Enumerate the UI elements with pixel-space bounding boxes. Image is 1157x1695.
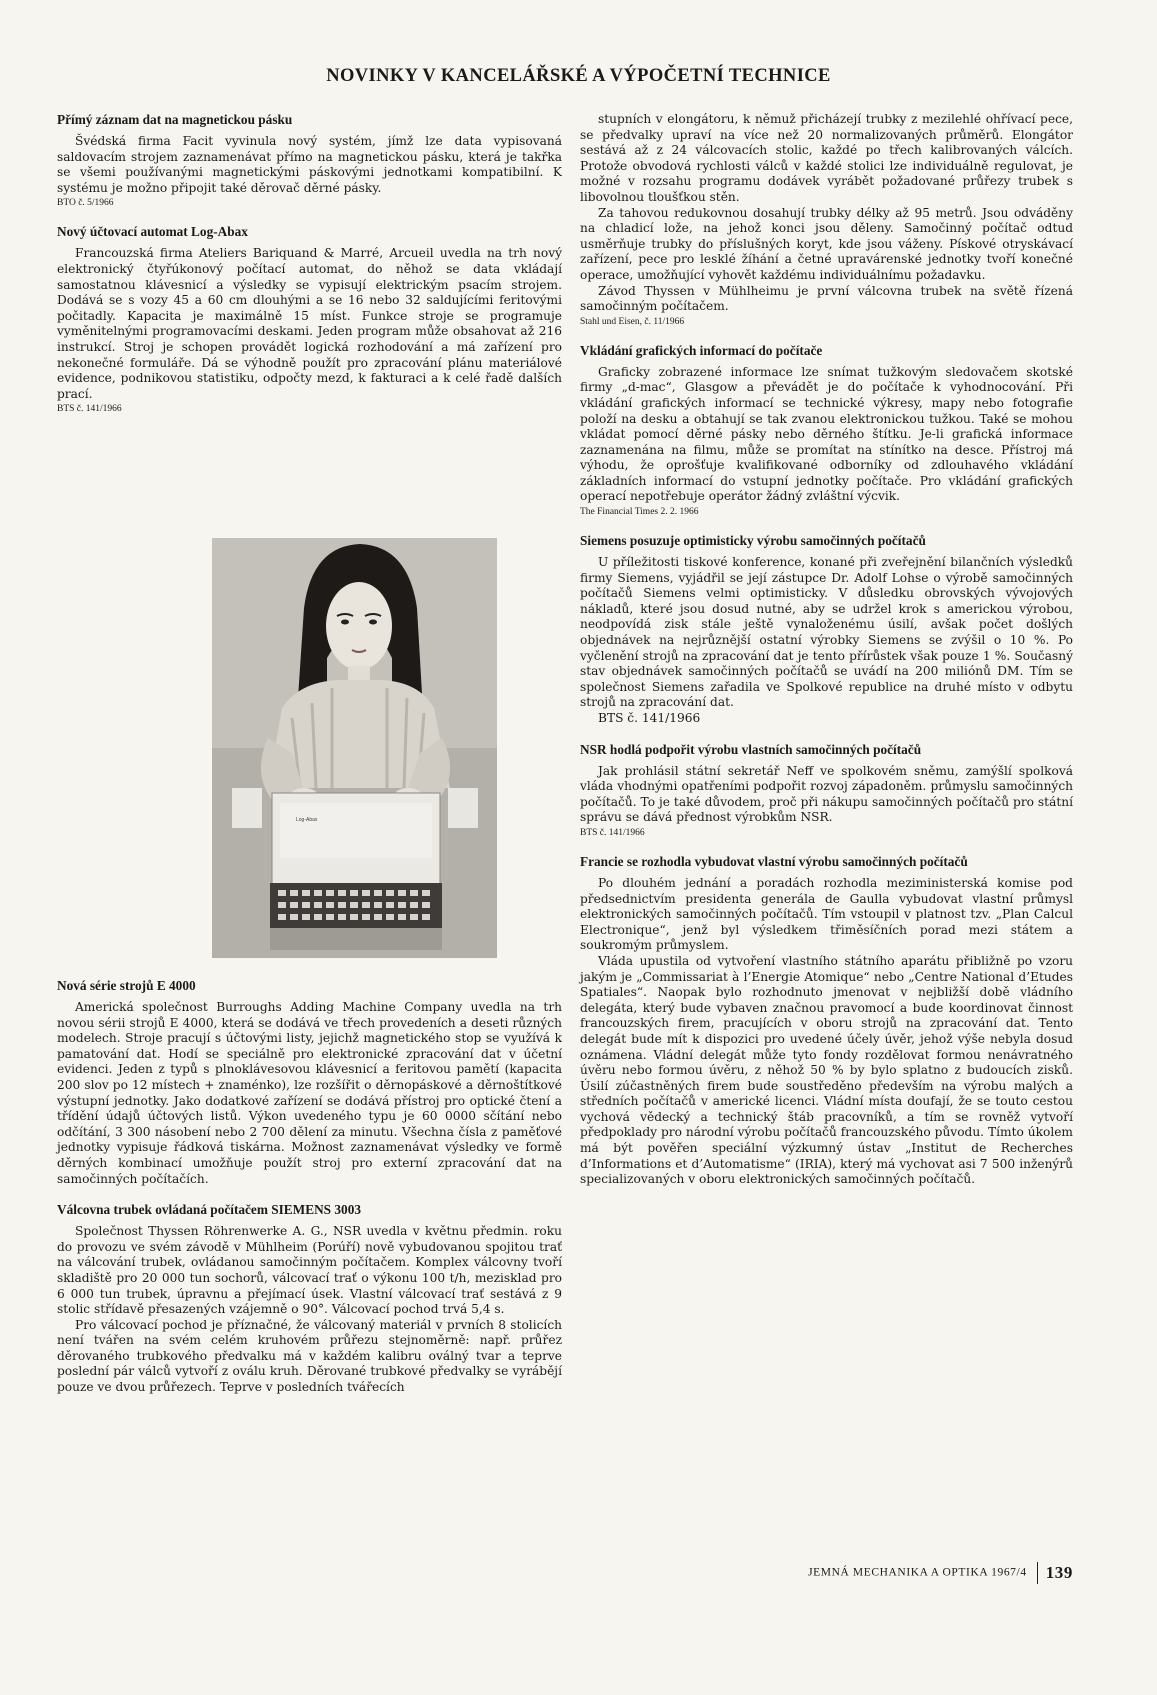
article-title: NSR hodlá podpořit výrobu vlastních samočinných počítačů — [580, 741, 922, 757]
article-title: Nový účtovací automat Log-Abax — [57, 224, 248, 240]
article — [57, 978, 562, 1187]
article-paragraph: Americká společnost Burroughs Adding Machine Company uvedla na trh novou sérii strojů E 4000, která se dodává ve třech provedeních a deseti různých modelech. Stroje pracují s účtovými listy, jejichž magnetického stop se využívá k pamatování dat. Hodí se speciálně pro elektronické zpracování dat v účetní evidenci. Jeden z typů s plnoklávesovou klávesnicí a feritovou pamětí (kapacita 200 slov po 12 místech + znaménko), lze rozšířit o děrnopáskové a děrnoštítkové výstupní jednotky. Jako dodatkové zařízení se dodává přístroj pro optické čtení a třídění údajů účtových listů. Výkon uvedeného typu je 60 0000 sčítání nebo odčítání, 3 300 násobení nebo 2 700 dělení za minutu. Všechna čísla z paměťové jednotky vypisuje řádková tiskárna. Možnost zaznamenávat výsledky ve formě děrných kombinací umožňuje použít stroj pro externí zpracování dat na samočinných počítačích. — [57, 1000, 562, 1186]
article-paragraph: U příležitosti tiskové konference, konané při zveřejnění bilančních výsledků firmy Siemens, vyjádřil se její zástupce Dr. Adolf Lohse o výrobě samočinných počítačů Siemens velmi optimisticky. V důsledku obrovských vývojových nákladů, které jsou dosud nutné, aby se udržel krok s americkou výrobou, neodpovídá zisk stále ještě vynaloženému úsilí, avšak počet došlých objednávek na nejrůznější ostatní výrobky Siemens se zvýšil o 10 %. Po vyčlenění strojů na zpracování dat je tento přírůstek však pouze 1 %. Současný stav objednávek samočinných počítačů se uvádí na 200 miliónů DM. Tím se společnost Siemens zařadila ve Spolkové republice na druhé místo v odbytu strojů na zpracování dat. — [580, 555, 1073, 710]
article-paragraph: Švédská firma Facit vyvinula nový systém, jímž lze data vypisovaná saldovacím strojem zaznamenávat přímo na magnetickou pásku, která je takřka se všemi používanými magnetickými páskovými jednotkami kompatibilní. K systému je možno připojit také děrovač děrné pásky. — [57, 134, 562, 195]
machine-label: Log-Abax — [296, 817, 318, 823]
product-photo — [212, 538, 497, 958]
article-paragraph: stupních v elongátoru, k němuž přicházejí trubky z mezilehlé ohřívací pece, se předvalky upraví na více než 20 normalizovaných průměrů. Elongátor sestává až z 24 válcovacích stolic, každé po třech kalibrovaných válcích. Protože obvodová rychlosti válců v každé stolici lze individuálně regulovat, je možné v rozsahu programu dodávek vyrábět požadované průřezy trubek s libovolnou tloušťkou stěn. — [580, 112, 1073, 204]
woman-with-calculator-image — [212, 538, 497, 958]
article-paragraph: BTS č. 141/1966 — [598, 711, 701, 725]
page-footer — [808, 1562, 1073, 1584]
article-paragraph: Francouzská firma Ateliers Bariquand & Marré, Arcueil uvedla na trh nový elektronický čtyřúkonový počítací automat, do něhož se data vkládají samostatnou klávesnicí a výsledky se vypisují elektrickým psacím strojem. Dodává se s vozy 45 a 60 cm dlouhými a se 16 nebo 32 saldujícími feritovými počitadly. Kapacita je maximálně 15 míst. Funkce stroje se programuje vyměnitelnými programovacími deskami. Jeden program může obsahovat až 216 instrukcí. Stroj je schopen provádět logická rozhodování a má zařízení pro nekonečné formuláře. Dá se výhodně použít pro zpracování plánu materiálové evidence, podnikovou statistiku, odpočty mezd, k fakturaci a k celé řadě dalších prací. — [57, 246, 562, 401]
article-title: Přímý záznam dat na magnetickou pásku — [57, 112, 293, 127]
page-number: 139 — [1045, 1563, 1073, 1582]
article — [57, 112, 562, 209]
article-source: BTS č. 141/1966 — [57, 404, 122, 415]
article — [580, 854, 1073, 1188]
article-paragraph: Jak prohlásil státní sekretář Neff ve spolkovém sněmu, zamýšlí spolková vláda vhodnými opatřeními podpořit rozvoj západoněm. průmyslu samočinných počítačů. To je také důvodem, proč při nákupu samočinných počítačů pro státní správu se dává přednost výrobkům NSR. — [580, 763, 1073, 825]
article-paragraph: Graficky zobrazené informace lze snímat tužkovým sledovačem skotské firmy „d-mac“, Glasgow a převádět je do počítače k vyhodnocování. Při vkládání grafických informací se technické výkresy, mapy nebo fotografie položí na desku a obtahují se tak zvanou elektronickou tužkou. Také se mohou vkládat pomocí děrné pásky nebo děrného štítku. Je-li grafická informace zaznamenána na filmu, může se promítat na stínítko na desce. Přístroj má výhodu, že oprošťuje kvalifikované odborníky od zdlouhavého vkládání základních informací do vstupní jednotky počítače. Pro vkládání grafických operací nepotřebuje operátor žádný zvláštní výcvik. — [580, 364, 1073, 504]
journal-name: JEMNÁ MECHANIKA A OPTIKA 1967/4 — [808, 1566, 1027, 1579]
article-source: The Financial Times 2. 2. 1966 — [580, 507, 699, 518]
article-source: BTO č. 5/1966 — [57, 198, 114, 209]
article-paragraph: Po dlouhém jednání a poradách rozhodla meziministerská komise pod předsednictvím presidenta generála de Gaulla vybudovat vlastní průmysl elektronických samočinných počítačů. Tím vstoupil v platnost tzv. „Plan Calcul Electronique“, jenž byl výsledkem třiměsíčních porad mezi státem a soukromým průmyslem. — [580, 875, 1073, 953]
article-title: Francie se rozhodla vybudovat vlastní výrobu samočinných počítačů — [580, 853, 968, 869]
article-title: Vkládání grafických informací do počítače — [580, 342, 823, 358]
article-paragraph: Společnost Thyssen Röhrenwerke A. G., NSR uvedla v květnu předmin. roku do provozu ve svém závodě v Mühlheim (Porúří) nově vybudovanou spojitou trať na válcování trubek, ovládanou samočinným počítačem. Komplex válcovny tvoří skladiště pro 20 000 tun sochorů, válcovací trať o výkonu 100 t/h, mezisklad pro 6 000 tun trubek, úpravnu a přejímací úsek. Vlastní válcovací trať sestává z 9 stolic střídavě přesazených vzájemně o 90°. Válcovací pochod trvá 5,4 s. — [57, 1224, 562, 1317]
article-title: Válcovna trubek ovládaná počítačem SIEMENS 3003 — [57, 1202, 361, 1218]
article — [580, 742, 1073, 839]
right-column — [580, 112, 1073, 1203]
article — [57, 224, 562, 415]
page-title: NOVINKY V KANCELÁŘSKÉ A VÝPOČETNÍ TECHNICE — [326, 66, 831, 86]
left-column-bottom — [57, 978, 562, 1411]
article-paragraph: Závod Thyssen v Mühlheimu je první válcovna trubek na světě řízená samočinným počítačem. — [580, 283, 1073, 314]
article-source: BTS č. 141/1966 — [580, 827, 645, 838]
article-source: Stahl und Eisen, č. 11/1966 — [580, 316, 685, 327]
article-paragraph: Pro válcovací pochod je příznačné, že válcovaný materiál v prvních 8 stolicích není tvářen na svém celém kruhovém průřezu stejnoměrně: např. průřez děrovaného trubkového předvalku má v každém kalibru oválný tvar a teprve poslední pár válců vytvoří z oválu kruh. Děrované trubkové předvalky se vyrábějí pouze ve dvou průřezech. Teprve v posledních tvářecích — [57, 1317, 562, 1395]
article-paragraph: Za tahovou redukovnou dosahují trubky délky až 95 metrů. Jsou odváděny na chladicí lože, na jehož konci jsou děleny. Samočinný počítač odtud usměrňuje trubky do příslušných koryt, kde jsou váženy. Pískové otryskávací zařízení, pece pro lesklé žíhání a četné upravárenské jednotky tvoří konečné operace, umožňující vyhovět každému individuálnímu požadavku. — [580, 205, 1073, 282]
article-title: Nová série strojů E 4000 — [57, 978, 196, 993]
article — [580, 533, 1073, 727]
article — [57, 1202, 562, 1396]
article — [580, 112, 1073, 328]
left-column-top — [57, 112, 562, 430]
footer-divider — [1037, 1562, 1038, 1584]
article — [580, 343, 1073, 518]
article-title: Siemens posuzuje optimisticky výrobu samočinných počítačů — [580, 533, 926, 549]
article-paragraph: Vláda upustila od vytvoření vlastního státního aparátu přibližně po vzoru jakým je „Commissariat à l’Energie Atomique“ nebo „Centre National d’Etudes Spatiales“. Naopak bylo rozhodnuto jmenovat v nejbližší době vládního delegáta, který bude vybaven značnou pravomocí a bude koordinovat činnost francouzských firem, pracujících v oboru strojů na zpracování dat. Tento delegát bude mít k dispozici pro uvedené účely úvěr, jehož výše nebyla dosud oznámena. Vládní delegát může tyto fondy rozdělovat formou nenávratného úvěru nebo formou úvěru, z něhož 50 % by bylo splatno z budoucích zisků. Úsilí zúčastněných firem bude soustředěno především na výrobu malých a středních počítačů v americké licenci. Vládní místa doufají, že se touto cestou vychová vědecký a technický štáb pracovníků, a tím se rovněž vytvoří předpoklady pro národní výrobu počítačů francouzského původu. Tímto úkolem má být pověřen speciální výzkumný ústav „Institut de Recherches d’Informations et d’Automatisme“ (IRIA), který má vychovat asi 7 500 inženýrů specializovaných v oboru elektronických samočinných počítačů. — [580, 953, 1073, 1187]
